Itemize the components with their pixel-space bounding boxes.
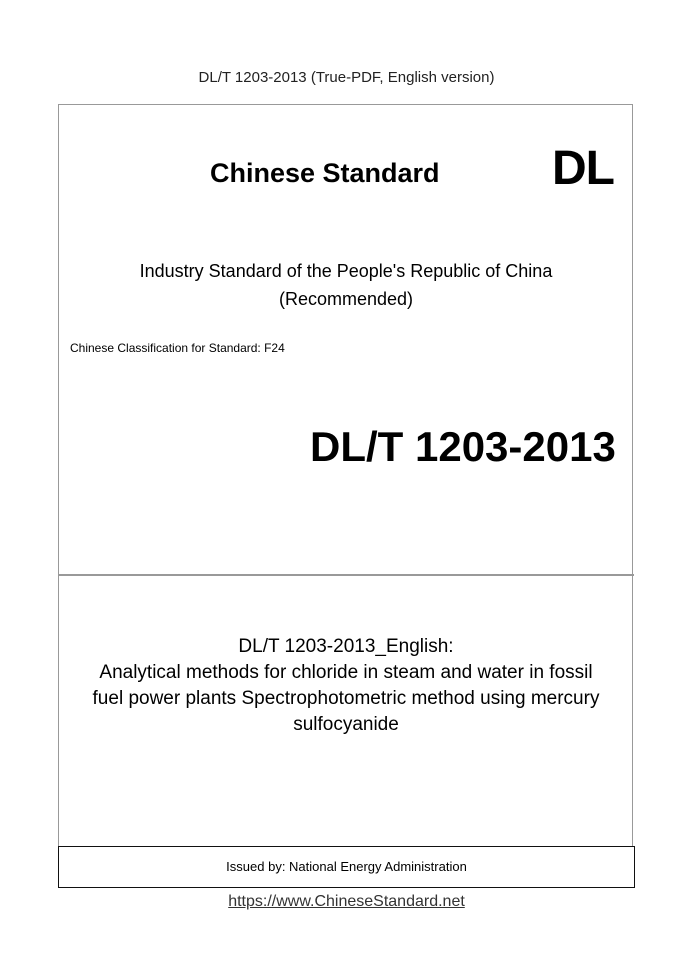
issued-by-box: Issued by: National Energy Administration [58,846,635,888]
description-line: DL/T 1203-2013_English: [238,636,454,657]
recommended-label: (Recommended) [278,289,414,309]
website-link[interactable]: https://www.ChineseStandard.net [228,893,465,910]
cover-heading: Chinese Standard [210,158,440,188]
document-header-title: DL/T 1203-2013 (True-PDF, English version) [198,69,495,86]
standard-logo-code: DL [552,142,614,195]
industry-line: Industry Standard of the People's Republic of China [139,261,553,281]
industry-statement [58,257,634,313]
description-line: Analytical methods for chloride in steam and water in fossil [99,662,593,683]
classification-label: Chinese Classification for Standard: F24 [70,341,285,355]
standard-description [58,634,634,738]
description-line: fuel power plants Spectrophotometric method using mercury [92,688,600,709]
standard-number: DL/T 1203-2013 [310,423,616,470]
section-divider [58,574,634,576]
description-line: sulfocyanide [293,714,399,735]
